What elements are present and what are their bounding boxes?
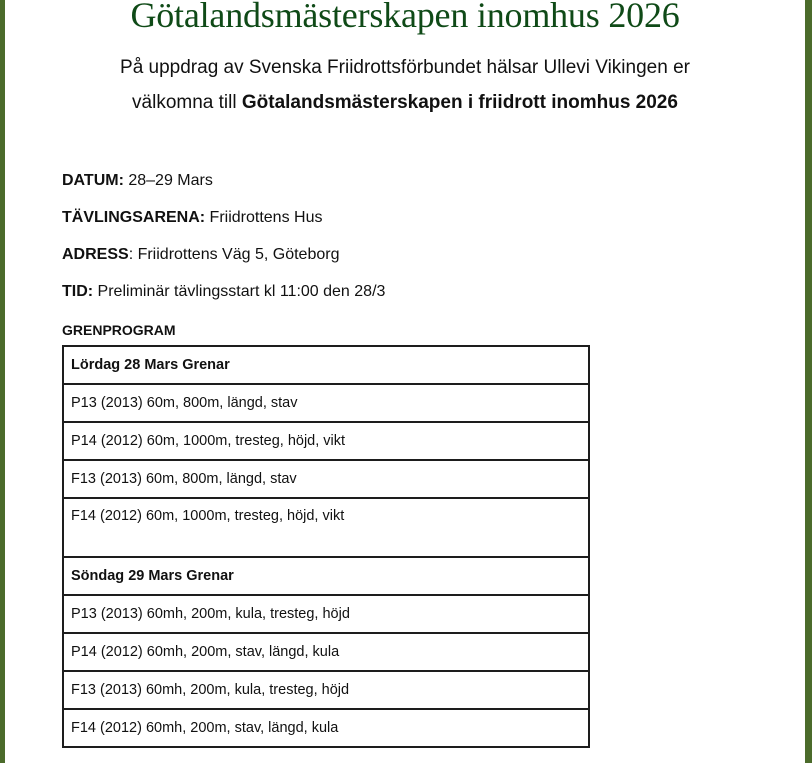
day-heading: Söndag 29 Mars Grenar (63, 557, 589, 595)
info-tid (62, 281, 385, 318)
table-row (63, 384, 589, 422)
arena-label: TÄVLINGSARENA: (62, 209, 206, 226)
schedule-table (62, 345, 590, 748)
event-cell: P14 (2012) 60mh, 200m, stav, längd, kula (63, 633, 589, 671)
intro-line-2 (5, 85, 805, 120)
event-cell: F13 (2013) 60mh, 200m, kula, tresteg, höjd (63, 671, 589, 709)
table-row (63, 671, 589, 709)
table-row (63, 709, 589, 747)
event-cell: F13 (2013) 60m, 800m, längd, stav (63, 460, 589, 498)
adress-value: : Friidrottens Väg 5, Göteborg (128, 246, 340, 263)
info-datum (62, 170, 385, 207)
event-cell: F14 (2012) 60mh, 200m, stav, längd, kula (63, 709, 589, 747)
intro-event-name: Götalandsmästerskapen i friidrott inomhus 2026 (241, 92, 678, 113)
tid-value: Preliminär tävlingsstart kl 11:00 den 28/3 (93, 283, 386, 300)
document-page (5, 0, 805, 763)
grenprogram-heading: GRENPROGRAM (62, 322, 176, 338)
adress-label: ADRESS (62, 246, 129, 263)
table-row (63, 498, 589, 557)
intro-line-2-prefix: välkomna till (132, 92, 242, 113)
tid-label: TID: (62, 283, 94, 300)
info-adress (62, 244, 385, 281)
day-header-row (63, 557, 589, 595)
table-row (63, 422, 589, 460)
table-row (63, 595, 589, 633)
day-header-row (63, 346, 589, 384)
event-cell: F14 (2012) 60m, 1000m, tresteg, höjd, vikt (63, 498, 589, 557)
event-cell: P13 (2013) 60m, 800m, längd, stav (63, 384, 589, 422)
day-heading: Lördag 28 Mars Grenar (63, 346, 589, 384)
page-title: Götalandsmästerskapen inomhus 2026 (130, 0, 680, 35)
event-cell: P14 (2012) 60m, 1000m, tresteg, höjd, vikt (63, 422, 589, 460)
info-arena (62, 207, 385, 244)
table-row (63, 633, 589, 671)
table-row (63, 460, 589, 498)
arena-value: Friidrottens Hus (205, 209, 323, 226)
intro-line-1: På uppdrag av Svenska Friidrottsförbundet hälsar Ullevi Vikingen er (120, 57, 690, 78)
event-cell: P13 (2013) 60mh, 200m, kula, tresteg, höjd (63, 595, 589, 633)
intro-text (5, 50, 805, 120)
datum-value: 28–29 Mars (123, 172, 213, 189)
event-info (62, 170, 385, 318)
datum-label: DATUM: (62, 172, 124, 189)
